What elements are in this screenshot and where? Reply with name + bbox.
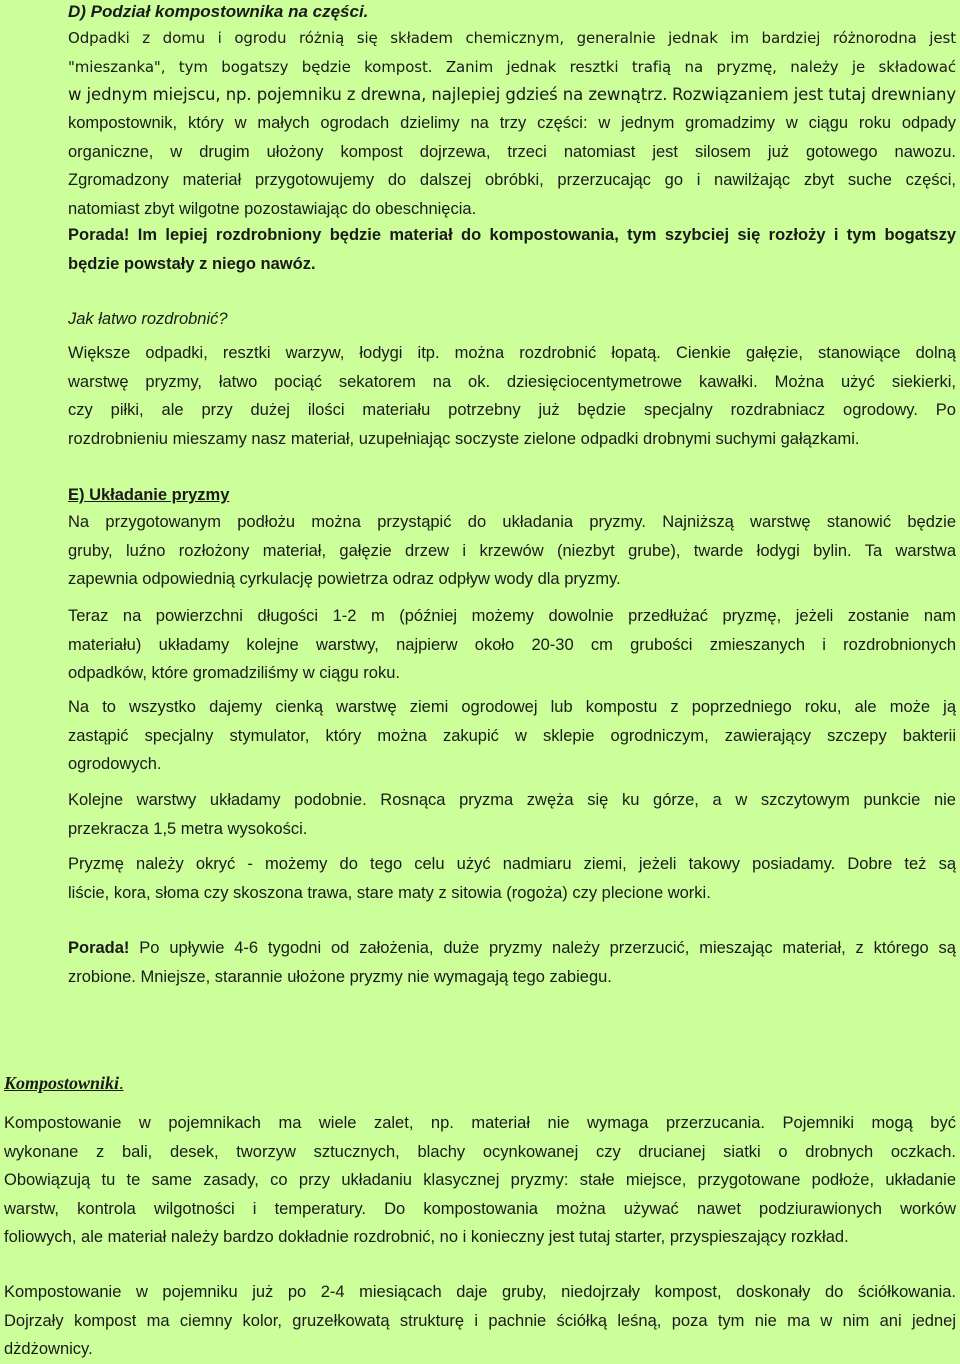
tip-text: Im lepiej rozdrobniony będzie materiał do kompostowania, tym szybciej się rozłoży i tym bogatszy (137, 226, 956, 244)
text-line: Kompostowanie w pojemnikach ma wiele zalet, np. materiał nie wymaga przerzucania. Pojemniki mogą być (4, 1114, 956, 1132)
section-e-paragraph-3 (68, 693, 956, 779)
text-line: gruby, luźno rozłożony materiał, gałęzie drzew i krzewów (niezbyt grube), twarde łodygi bylin. Ta warstwa (68, 541, 956, 560)
text-line: dżdżownicy. (4, 1340, 93, 1358)
tip-line-1 (68, 221, 956, 250)
text-line: warstwę pryzmy, łatwo pociąć sekatorem na ok. dziesięciocentymetrowe kawałki. Można użyć siekierki, (68, 372, 956, 391)
text-line: Teraz na powierzchni długości 1-2 m (później możemy dowolnie przedłużać pryzmę, jeżeli zostanie nam (68, 607, 956, 625)
text-line: zastąpić specjalny stymulator, który można zakupić w sklepie ogrodniczym, zawierający szczepy bakterii (68, 726, 956, 745)
tip-line-2: zrobione. Mniejsze, starannie ułożone pryzmy nie wymagają tego zabiegu. (68, 967, 612, 986)
text-line: ogrodowych. (68, 755, 162, 773)
text-line: kompostownik, który w małych ogrodach dzielimy na trzy części: w jednym gromadzimy w ciągu roku odpady (68, 114, 956, 132)
section-d-paragraph-2 (68, 109, 956, 223)
section-e-paragraph-4 (68, 786, 956, 843)
text-line: przekracza 1,5 metra wysokości. (68, 819, 308, 838)
tip-line-1 (68, 934, 956, 963)
text-line: wykonane z bali, desek, tworzyw sztucznych, blachy ocynkowanej czy drucianej siatki o drobnych oczkach. (4, 1142, 956, 1161)
section-d-subheading: Jak łatwo rozdrobnić? (68, 310, 228, 328)
section-e-tip (68, 934, 956, 991)
section-d-paragraph-3 (68, 339, 956, 453)
text-line: odpadków, które gromadziliśmy w ciągu roku. (68, 664, 400, 682)
text-line: Kompostowanie w pojemniku już po 2-4 miesiącach daje gruby, niedojrzały kompost, doskonały do ściółkowania. (4, 1283, 956, 1301)
text-line: materiału) układamy kolejne warstwy, najpierw około 20-30 cm grubości zmieszanych i rozdrobnionych (68, 635, 956, 654)
text-line: Dojrzały kompost ma ciemny kolor, gruzełkowatą strukturę i pachnie ściółką leśną, poza tym nie ma w nim ani jednej (4, 1311, 956, 1330)
text-line: rozdrobnieniu mieszamy nasz materiał, uzupełniając soczyste zielone odpadki drobnymi suchymi gałązkami. (68, 429, 860, 448)
text-line: Odpadki z domu i ogrodu różnią się składem chemicznym, generalnie jednak im bardziej różnorodna jest (68, 29, 956, 47)
text-line: liście, kora, słoma czy skoszona trawa, stare maty z sitowia (rogoża) czy plecione worki. (68, 883, 711, 902)
tip-text: Po upływie 4-6 tygodni od założenia, duże pryzmy należy przerzucić, mieszając materiał, z którego są (139, 939, 956, 957)
section-e-paragraph-1 (68, 508, 956, 594)
text-line: czy piłki, ale przy dużej ilości materiału potrzebny już będzie specjalny rozdrabniacz ogrodowy. Po (68, 401, 956, 419)
kompostowniki-paragraph-2 (4, 1278, 956, 1364)
text-line: warstw, kontrola wilgotności i temperatury. Do kompostowania można używać nawet podziurawionych worków (4, 1199, 956, 1218)
text-line: zapewnia odpowiednią cyrkulację powietrza odraz odpływ wody dla pryzmy. (68, 570, 621, 588)
text-line: Obowiązują tu te same zasady, co przy układaniu klasycznej pryzmy: stałe miejsce, przygotowane podłoże, układanie (4, 1171, 956, 1189)
section-d-tip (68, 221, 956, 278)
text-line: natomiast zbyt wilgotne pozostawiając do obeschnięcia. (68, 199, 477, 218)
kompostowniki-heading-text: Kompostowniki (4, 1073, 120, 1093)
text-line: Kolejne warstwy układamy podobnie. Rosnąca pryzma zwęża się ku górze, a w szczytowym punkcie nie (68, 791, 956, 809)
text-line: Większe odpadki, resztki warzyw, łodygi itp. można rozdrobnić łopatą. Cienkie gałęzie, stanowiące dolną (68, 344, 956, 362)
text-line: w jednym miejscu, np. pojemniku z drewna, najlepiej gdzieś na zewnątrz. (68, 85, 668, 104)
kompostowniki-heading (4, 1069, 124, 1097)
text-line: Rozwiązaniem jest tutaj drewniany (672, 85, 956, 104)
text-line: Zgromadzony materiał przygotowujemy do dalszej obróbki, przerzucając go i nawilżając zbyt suche części, (68, 171, 956, 189)
text-line: Na to wszystko dajemy cienką warstwę ziemi ogrodowej lub kompostu z poprzedniego roku, ale może ją (68, 698, 956, 716)
text-line: organiczne, w drugim ułożony kompost dojrzewa, trzeci natomiast jest silosem już gotowego nawozu. (68, 142, 956, 161)
tip-label: Porada! (68, 939, 130, 957)
section-d-heading: D) Podział kompostownika na części. (68, 2, 369, 21)
kompostowniki-heading-dot: . (119, 1073, 124, 1093)
section-e-heading: E) Układanie pryzmy (68, 486, 230, 504)
text-line: foliowych, ale materiał należy bardzo dokładnie rozdrobnić, no i konieczny jest tutaj starter, przyspieszający rozkład. (4, 1228, 849, 1246)
text-line: "mieszanka", tym bogatszy będzie kompost. Zanim jednak resztki trafią na pryzmę, należy je składować (68, 57, 956, 76)
kompostowniki-paragraph-1 (4, 1109, 956, 1252)
section-d-paragraph-1-tail (672, 81, 956, 109)
section-e-paragraph-2 (68, 602, 956, 688)
section-d-paragraph-1 (68, 24, 956, 81)
tip-label: Porada! (68, 226, 130, 244)
section-e-paragraph-5 (68, 850, 956, 907)
text-line: Pryzmę należy okryć - możemy do tego celu użyć nadmiaru ziemi, jeżeli takowy posiadamy. Dobre też są (68, 855, 956, 873)
section-d-paragraph-1-last-line (68, 81, 667, 109)
tip-line-2: będzie powstały z niego nawóz. (68, 254, 316, 273)
text-line: Na przygotowanym podłożu można przystąpić do układania pryzmy. Najniższą warstwę stanowić będzie (68, 513, 956, 531)
